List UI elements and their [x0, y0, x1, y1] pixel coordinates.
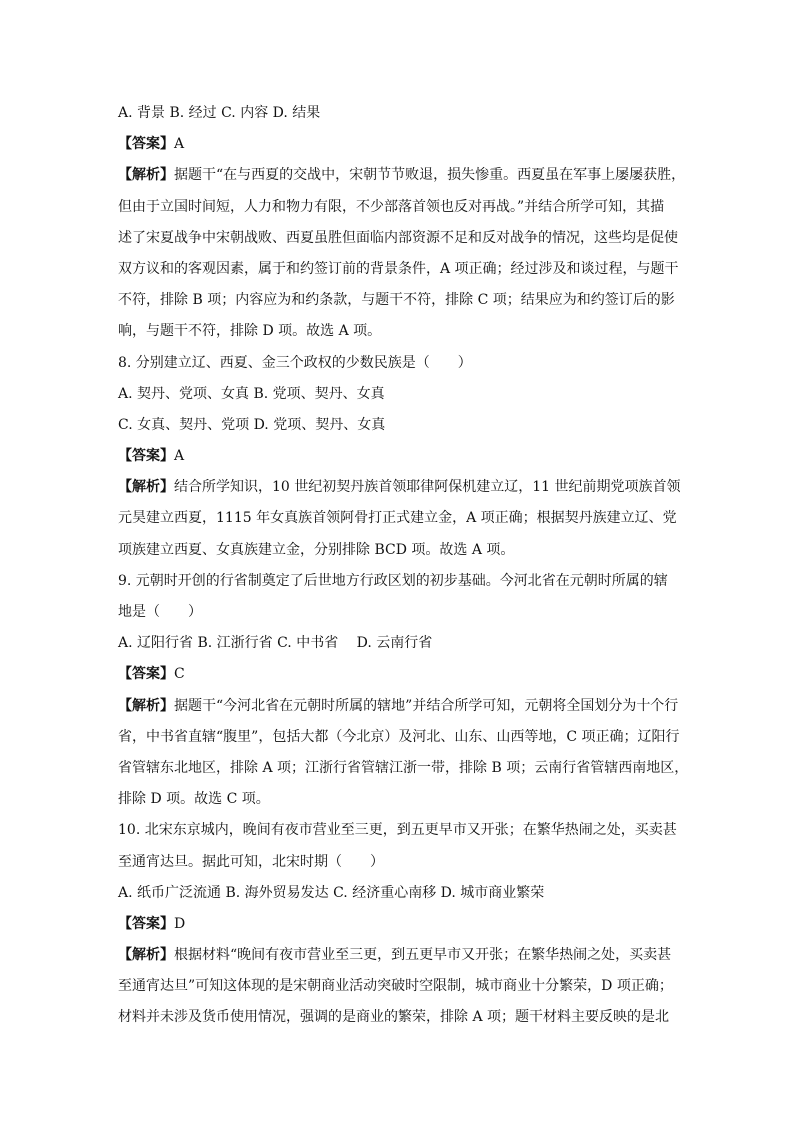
- q8-options-ab: A. 契丹、党项、女真 B. 党项、契丹、女真: [118, 385, 385, 402]
- text-line: 省，中书省直辖“腹里”，包括大都（今北京）及河北、山东、山西等地，C 项正确；辽阳行: [118, 728, 680, 745]
- analysis-label: 【解析】: [118, 479, 174, 496]
- q10-stem-cont: 至通宵达旦。据此可知，北宋时期（ ）: [118, 853, 384, 870]
- text-line: 至通宵达旦”可知这体现的是宋朝商业活动突破时空限制，城市商业十分繁荣，D 项正确；: [118, 978, 673, 995]
- q9-stem: 9. 元朝时开创的行省制奠定了后世地方行政区划的初步基础。今河北省在元朝时所属的辖: [118, 572, 668, 589]
- analysis-text: 根据材料“晚间有夜市营业至三更，到五更早市又开张；在繁华热闹之处，买卖甚: [174, 947, 672, 964]
- q9-analysis-line: [118, 691, 678, 722]
- q10-answer: [118, 909, 678, 940]
- q9-stem-cont: 地是（ ）: [118, 604, 202, 620]
- analysis-label: 【解析】: [118, 167, 174, 184]
- text-line: 述了宋夏战争中宋朝战败、西夏虽胜但面临内部资源不足和反对战争的情况，这些均是促使: [118, 229, 678, 246]
- text-line: 响，与题干不符，排除 D 项。故选 A 项。: [118, 323, 382, 340]
- answer-label: 【答案】: [118, 448, 174, 465]
- q7-answer: [118, 129, 678, 160]
- q8-stem: 8. 分别建立辽、西夏、金三个政权的少数民族是（ ）: [118, 354, 472, 371]
- answer-value: A: [174, 136, 185, 153]
- text-line: 但由于立国时间短，人力和物力有限，不少部落首领也反对再战。”并结合所学可知，其描: [118, 198, 665, 215]
- q8-analysis-line: [118, 472, 681, 503]
- answer-label: 【答案】: [118, 915, 174, 932]
- text-line: 双方议和的客观因素，属于和约签订前的背景条件，A 项正确；经过涉及和谈过程，与题干: [118, 260, 679, 277]
- q10-stem: 10. 北宋东京城内，晚间有夜市营业至三更，到五更早市又开张；在繁华热闹之处，买卖甚: [118, 822, 677, 839]
- text-line: 省管辖东北地区，排除 A 项；江浙行省管辖江浙一带，排除 B 项；云南行省管辖西南地区，: [118, 759, 689, 776]
- answer-label: 【答案】: [118, 666, 174, 683]
- analysis-label: 【解析】: [118, 947, 174, 964]
- q9-answer: [118, 659, 678, 690]
- answer-value: A: [174, 448, 185, 465]
- q10-options: A. 纸币广泛流通 B. 海外贸易发达 C. 经济重心南移 D. 城市商业繁荣: [118, 884, 545, 901]
- q8-answer: [118, 441, 678, 472]
- analysis-label: 【解析】: [118, 697, 174, 714]
- q9-options: A. 辽阳行省 B. 江浙行省 C. 中书省 D. 云南行省: [118, 635, 433, 652]
- document-page: [118, 98, 689, 1034]
- answer-value: D: [174, 915, 186, 932]
- q8-options-cd: C. 女真、契丹、党项 D. 党项、契丹、女真: [118, 416, 386, 433]
- analysis-text: 结合所学知识，10 世纪初契丹族首领耶律阿保机建立辽，11 世纪前期党项族首领: [174, 479, 681, 496]
- q7-analysis-line: [118, 160, 686, 191]
- text-line: 不符，排除 B 项；内容应为和约条款，与题干不符，排除 C 项；结果应为和约签订后的影: [118, 292, 675, 309]
- text-line: 项族建立西夏、女真族建立金，分别排除 BCD 项。故选 A 项。: [118, 541, 515, 558]
- q7-options: A. 背景 B. 经过 C. 内容 D. 结果: [118, 105, 321, 121]
- answer-label: 【答案】: [118, 136, 174, 153]
- text-line: 元昊建立西夏，1115 年女真族首领阿骨打正式建立金，A 项正确；根据契丹族建立辽、党: [118, 510, 677, 527]
- q10-analysis-line: [118, 940, 678, 971]
- answer-value: C: [174, 666, 185, 683]
- analysis-text: 据题干“今河北省在元朝时所属的辖地”并结合所学可知，元朝将全国划分为十个行: [174, 697, 679, 714]
- text-line: 排除 D 项。故选 C 项。: [118, 791, 270, 808]
- analysis-text: 据题干“在与西夏的交战中，宋朝节节败退，损失惨重。西夏虽在军事上屡屡获胜，: [174, 167, 686, 184]
- text-line: 材料并未涉及货币使用情况，强调的是商业的繁荣，排除 A 项；题干材料主要反映的是北: [118, 1009, 670, 1026]
